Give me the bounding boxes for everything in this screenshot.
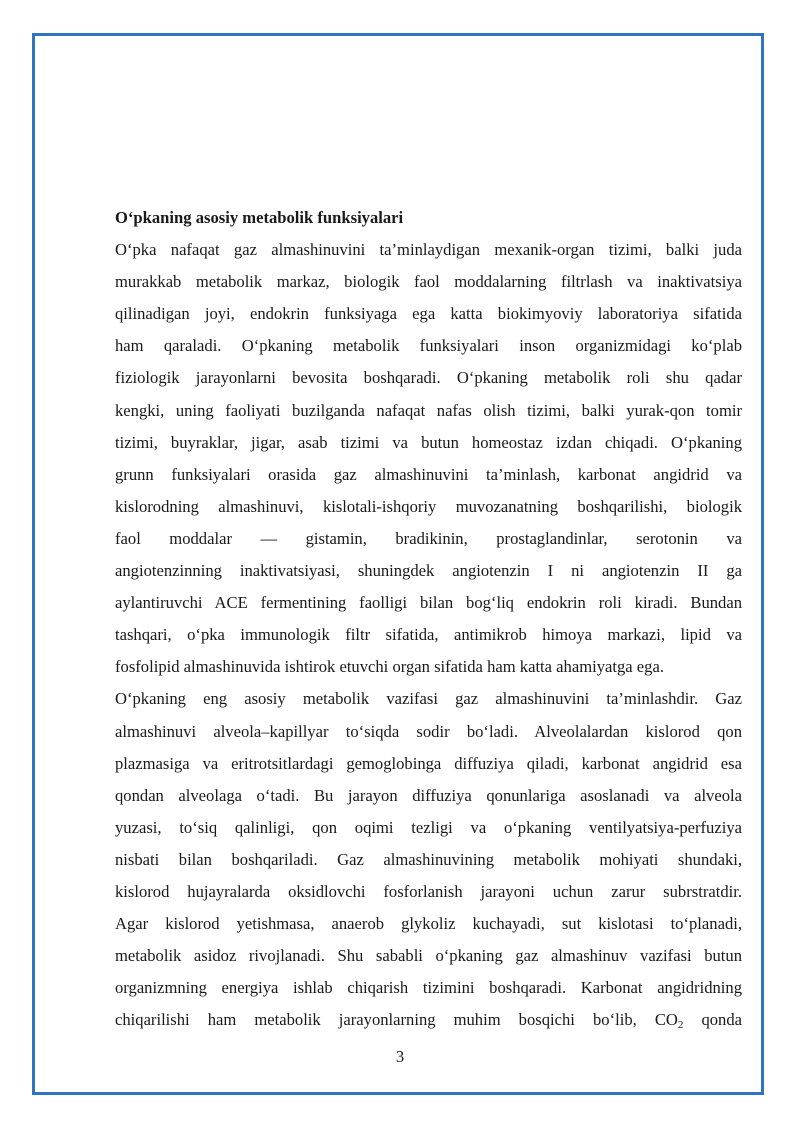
text-segment: chiqarilishi ham metabolik jarayonlarning muhim bosqichi bo‘lib, CO	[115, 1010, 678, 1030]
text-line: kislorodning almashinuvi, kislotali-ishqoriy muvozanatning boshqarilishi, biologik	[115, 496, 742, 516]
subscript: 2	[677, 1019, 684, 1032]
text-line: organizmning energiya ishlab chiqarish tizimini boshqaradi. Karbonat angidridning	[115, 978, 742, 998]
text-line: fiziologik jarayonlarni bevosita boshqaradi. O‘pkaning metabolik roli shu qadar	[115, 368, 742, 388]
text-line: Agar kislorod yetishmasa, anaerob glykoliz kuchayadi, sut kislotasi to‘planadi,	[115, 914, 742, 934]
text-line: metabolik asidoz rivojlanadi. Shu sababli o‘pkaning gaz almashinuv vazifasi butun	[115, 946, 742, 966]
text-line: almashinuvi alveola–kapillyar to‘siqda sodir bo‘ladi. Alveolalardan kislorod qon	[115, 721, 742, 741]
text-line: O‘pkaning eng asosiy metabolik vazifasi gaz almashinuvini ta’minlashdir. Gaz	[115, 689, 742, 709]
section-heading: O‘pkaning asosiy metabolik funksiyalari	[115, 208, 404, 227]
text-line: ham qaraladi. O‘pkaning metabolik funksiyalari inson organizmidagi ko‘plab	[115, 336, 742, 356]
text-line: yuzasi, to‘siq qalinligi, qon oqimi tezligi va o‘pkaning ventilyatsiya-perfuziya	[115, 817, 742, 837]
paragraph-2	[115, 683, 742, 1036]
text-line: faol moddalar — gistamin, bradikinin, prostaglandinlar, serotonin va	[115, 528, 742, 548]
page-number: 3	[395, 1047, 405, 1066]
text-line: tashqari, o‘pka immunologik filtr sifatida, antimikrob himoya markazi, lipid va	[115, 625, 742, 645]
text-line: tizimi, buyraklar, jigar, asab tizimi va butun homeostaz izdan chiqadi. O‘pkaning	[115, 432, 742, 452]
text-segment: qonda	[683, 1010, 743, 1030]
document-body	[115, 202, 742, 1036]
text-line: kengki, uning faoliyati buzilganda nafaqat nafas olish tizimi, balki yurak-qon tomir	[115, 400, 742, 420]
text-line: aylantiruvchi ACE fermentining faolligi bilan bog‘liq endokrin roli kiradi. Bundan	[115, 593, 742, 613]
text-line: qondan alveolaga o‘tadi. Bu jarayon diffuziya qonunlariga asoslanadi va alveola	[115, 785, 742, 805]
text-line: grunn funksiyalari orasida gaz almashinuvini ta’minlash, karbonat angidrid va	[115, 464, 742, 484]
text-line: O‘pka nafaqat gaz almashinuvini ta’minlaydigan mexanik-organ tizimi, balki juda	[115, 240, 742, 260]
text-line: angiotenzinning inaktivatsiyasi, shuningdek angiotenzin I ni angiotenzin II ga	[115, 561, 742, 581]
text-line: fosfolipid almashinuvida ishtirok etuvchi organ sifatida ham katta ahamiyatga ega.	[115, 657, 664, 677]
text-line: kislorod hujayralarda oksidlovchi fosforlanish jarayoni uchun zarur subrstratdir.	[115, 881, 742, 901]
text-line: plazmasiga va eritrotsitlardagi gemoglobinga diffuziya qiladi, karbonat angidrid esa	[115, 753, 742, 773]
text-line	[115, 1004, 742, 1036]
text-line: murakkab metabolik markaz, biologik faol moddalarning filtrlash va inaktivatsiya	[115, 272, 742, 292]
text-line: nisbati bilan boshqariladi. Gaz almashinuvining metabolik mohiyati shundaki,	[115, 849, 742, 869]
text-line: qilinadigan joyi, endokrin funksiyaga ega katta biokimyoviy laboratoriya sifatida	[115, 304, 742, 324]
paragraph-1	[115, 234, 742, 683]
